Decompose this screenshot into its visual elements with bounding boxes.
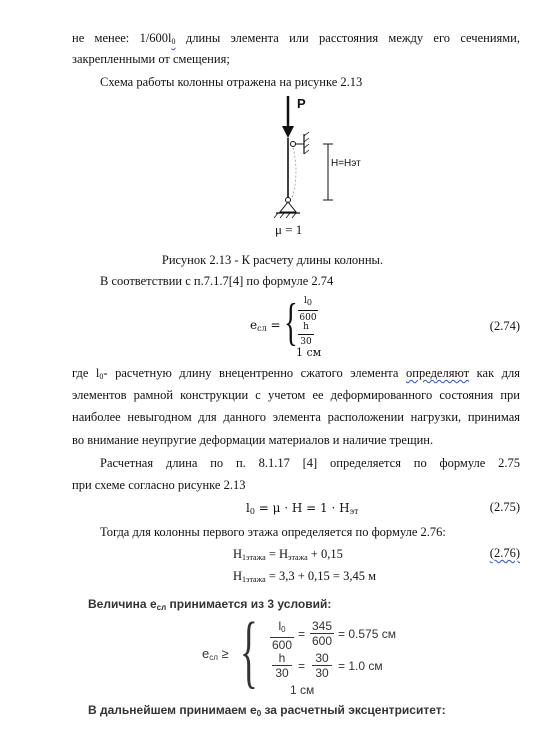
bottom-support (280, 202, 296, 212)
eq276-number: (2.76) (489, 546, 520, 560)
embed-c2-result: = 1.0 см (338, 659, 383, 673)
paragraph-line: элементов рамной конструкции с учетом ее деформированного состояния при (72, 388, 520, 402)
eq274-frac2: h 30 (298, 321, 314, 348)
embed-c2-frac: h 30 (272, 652, 292, 679)
paragraph-line: при схеме согласно рисунке 2.13 (72, 478, 246, 492)
subscript: 0 (171, 37, 176, 46)
eq276-calc: $H_{1этажа} = 3,3 + 0,15 = 3,45$ м (233, 569, 376, 584)
text: не менее: 1/600l (72, 31, 172, 45)
embed-c1-result: = 0.575 см (338, 627, 396, 641)
paragraph-line: Расчетная длина по п. 8.1.17 [4] определяется по формуле 2.75 (100, 456, 520, 470)
embed-c2-mid: 30 30 (312, 652, 332, 679)
embed-eq: = (298, 659, 306, 673)
embed-c1-mid: 345 600 (311, 619, 333, 648)
eq274-brace: { (284, 294, 298, 351)
embed-heading: Величина $e_{сл}$ принимается из 3 условий: (88, 597, 332, 612)
embed-lhs: $e_{сл}$ ≥ (202, 646, 229, 662)
paragraph-line: где $l_0-$ расчетную длину внецентренно сжатого элемента определяют как для (72, 366, 521, 381)
text: длины элемента или расстояния между его сечениями, (175, 31, 520, 45)
load-label: P (297, 96, 306, 111)
accordance-text: В соответствии с п.7.1.7[4] по формуле 2.74 (100, 274, 334, 288)
eq274-opt3: 1 см (296, 346, 322, 359)
eq275-number: (2.75) (489, 500, 520, 514)
first-floor-text: Тогда для колонны первого этажа определяется по формуле 2.76: (100, 525, 446, 539)
paragraph-line: наиболее невыгодном для данного элемента расположении нагрузки, принимая (72, 410, 520, 424)
embed-c3: 1 см (290, 683, 315, 697)
embed-c1-frac: $l_0$ 600 (271, 619, 293, 652)
deflection-curve (292, 144, 296, 198)
eq276: $H_{1этажа} = H_{этажа} + 0,15$ (233, 547, 343, 562)
load-arrow-head (282, 126, 294, 138)
top-hinge (291, 142, 296, 147)
eq274-number: (2.74) (489, 319, 520, 333)
paragraph-line (72, 30, 520, 50)
height-label: H=Hэт (331, 158, 361, 169)
embedded-image (80, 590, 480, 735)
paragraph-line: закрепленными от смещения; (72, 52, 230, 66)
embed-brace: { (240, 605, 258, 696)
eq274-frac1: l0 600 (299, 296, 317, 323)
mu-label: μ = 1 (275, 222, 303, 237)
scheme-intro: Схема работы колонны отражена на рисунке 2.13 (100, 75, 363, 89)
paragraph-line: во внимание неупругие деформации материалов и наличие трещин. (72, 433, 434, 447)
figure-caption: Рисунок 2.13 - К расчету длины колонны. (161, 253, 384, 267)
embed-eq: = (298, 627, 306, 641)
eq274-lhs: $e_{сл}$ = (250, 318, 281, 333)
embed-footer: В дальнейшем принимаем $e_0$ за расчетный эксцентриситет: (88, 703, 446, 718)
eq275: $l_0 = \mu \cdot H = 1 \cdot H_{эт}$ (246, 501, 359, 516)
